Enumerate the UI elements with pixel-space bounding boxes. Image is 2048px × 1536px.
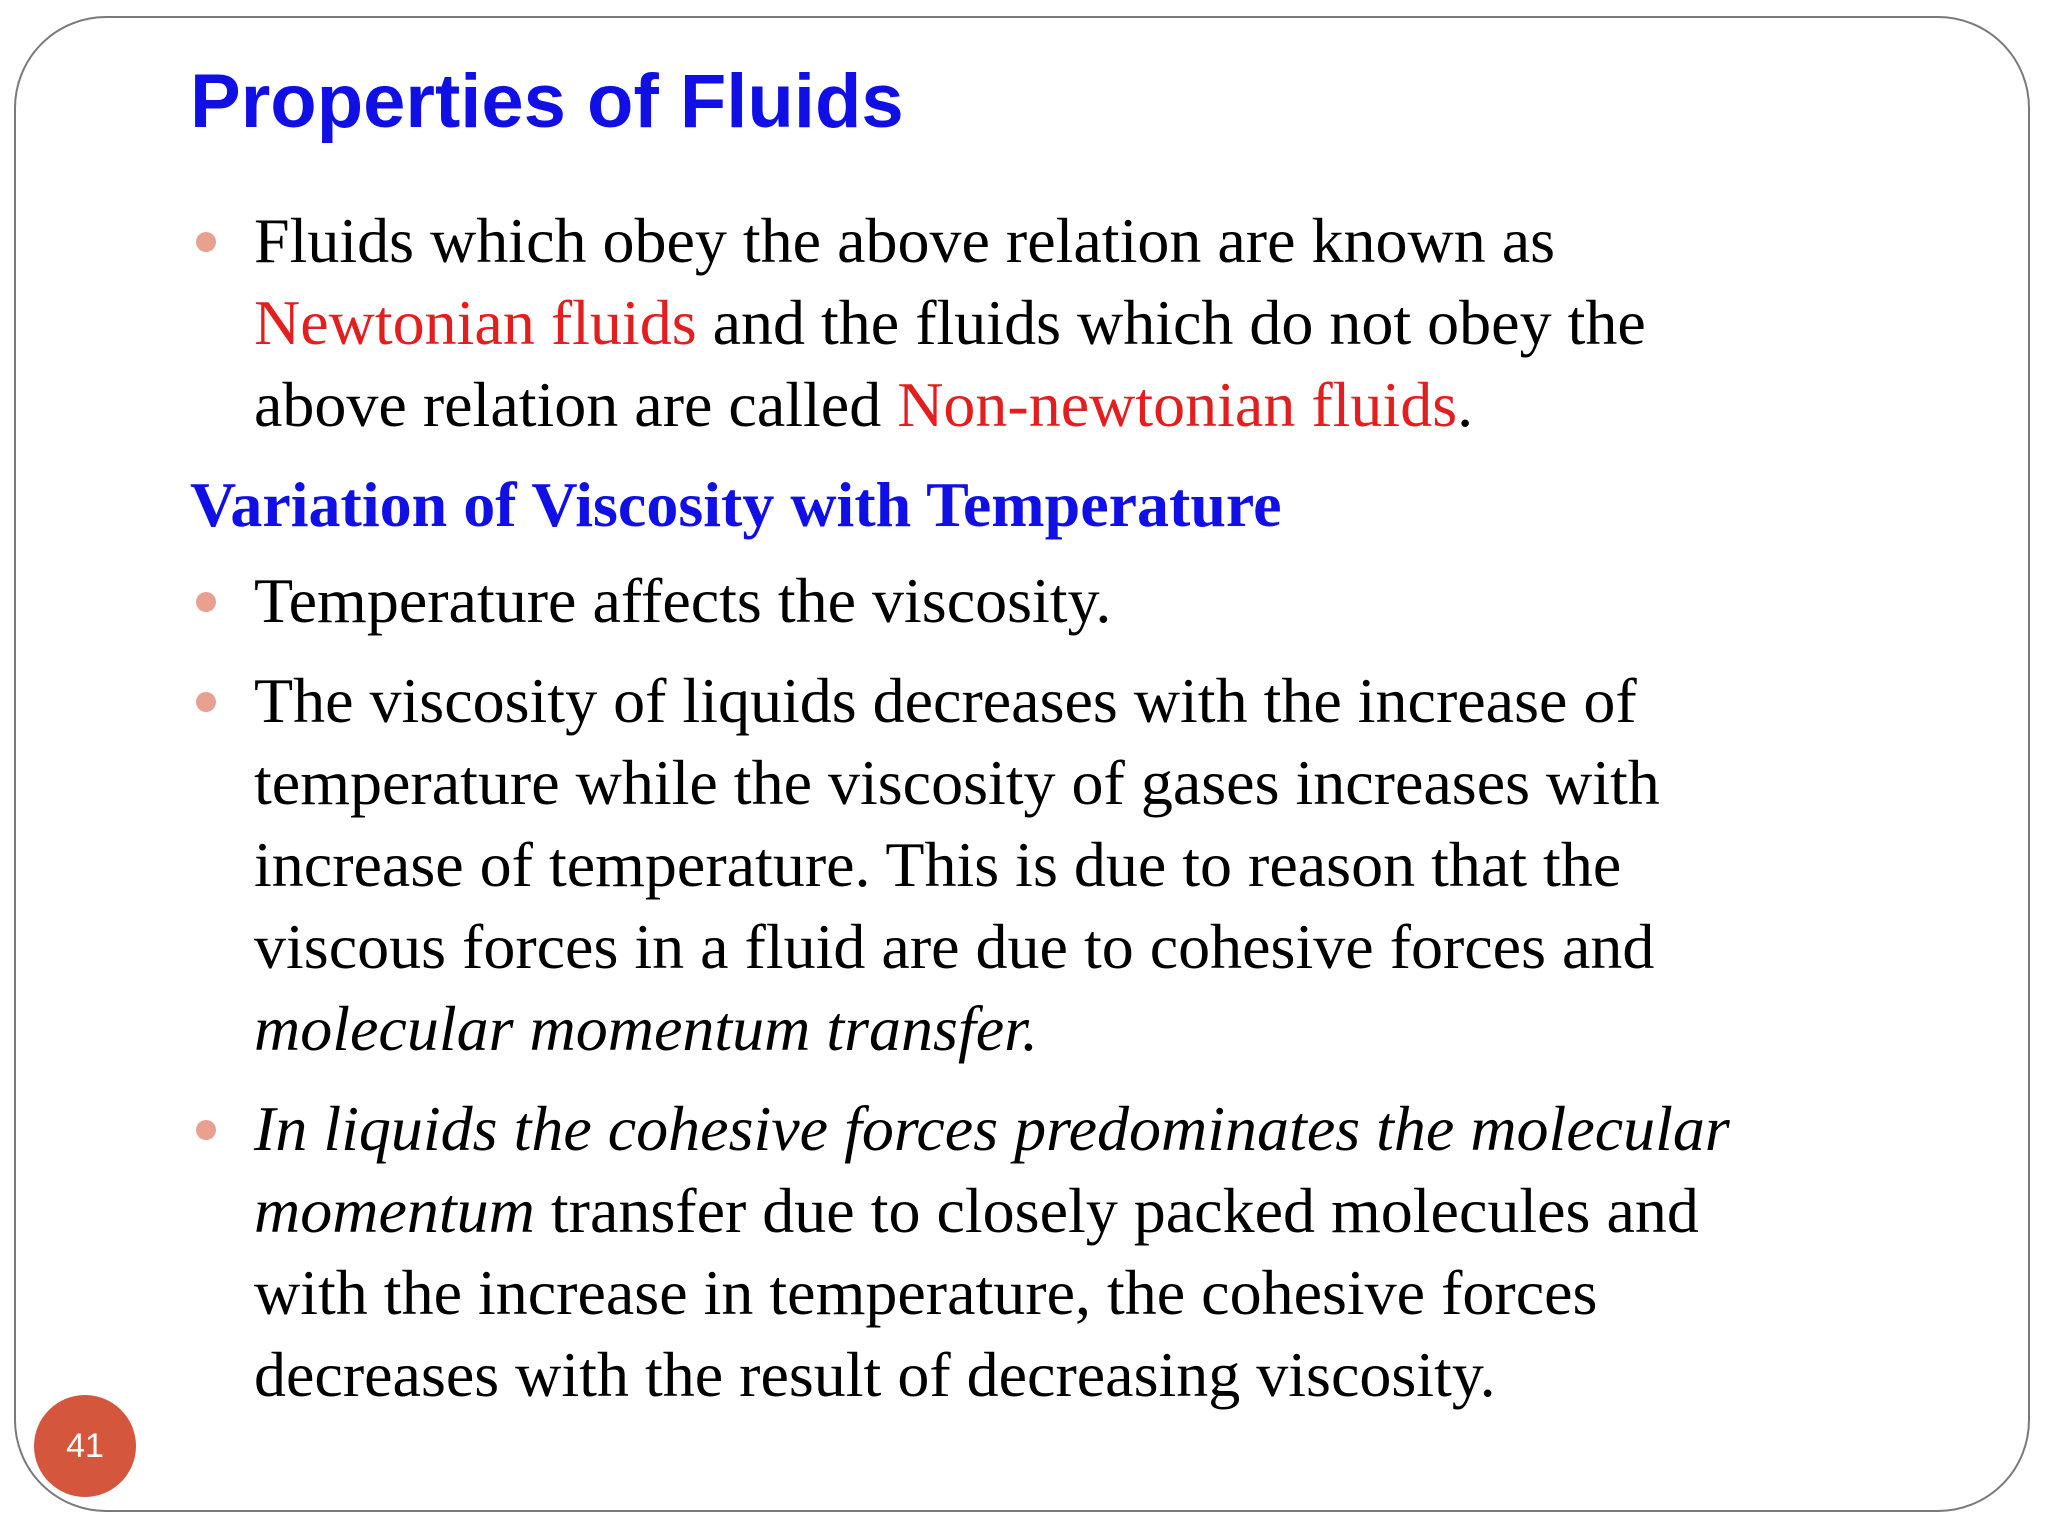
italic-text: In liquids the cohesive forces predominates the molecular (254, 1093, 1730, 1164)
italic-text: momentum (254, 1175, 535, 1246)
section-subheading: Variation of Viscosity with Temperature (190, 469, 1282, 540)
bullet-dot-icon (196, 592, 216, 612)
bullet-text: temperature while the viscosity of gases increases with (254, 747, 1660, 818)
bullet-text: Temperature affects the viscosity. (254, 565, 1112, 636)
bullet-line (254, 282, 1890, 364)
bullet-item (190, 200, 1890, 446)
bullet-text: with the increase in temperature, the cohesive forces (254, 1257, 1598, 1328)
bullet-text: The viscosity of liquids decreases with the increase of (254, 665, 1637, 736)
bullet-text: and the fluids which do not obey the (696, 287, 1646, 358)
bullet-item (190, 1088, 1890, 1416)
bullet-text: decreases with the result of decreasing viscosity. (254, 1339, 1496, 1410)
bullet-item (190, 560, 1890, 642)
bullet-dot-icon (196, 1120, 216, 1140)
bullet-line (254, 1252, 1890, 1334)
bullet-line (254, 1088, 1890, 1170)
bullet-dot-icon (196, 232, 216, 252)
bullet-item (190, 660, 1890, 1070)
bullet-line (254, 200, 1890, 282)
bullet-line (254, 824, 1890, 906)
bullet-text: . (1457, 369, 1474, 440)
slide-content (190, 200, 1890, 1434)
bullet-line (254, 660, 1890, 742)
bullet-line (254, 560, 1890, 642)
bullet-line (254, 906, 1890, 988)
italic-text: molecular momentum transfer. (254, 993, 1038, 1064)
bullet-line (254, 1334, 1890, 1416)
highlight-term: Newtonian fluids (254, 287, 697, 358)
bullet-text: Fluids which obey the above relation are known as (254, 205, 1555, 276)
page-number-badge: 41 (34, 1395, 136, 1497)
bullet-text: increase of temperature. This is due to reason that the (254, 829, 1622, 900)
bullet-line (254, 988, 1890, 1070)
bullet-dot-icon (196, 692, 216, 712)
bullet-text: transfer due to closely packed molecules and (534, 1175, 1699, 1246)
bullet-line (254, 364, 1890, 446)
highlight-term: Non-newtonian fluids (897, 369, 1458, 440)
slide-title: Properties of Fluids (190, 59, 904, 144)
bullet-line (254, 1170, 1890, 1252)
bullet-text: above relation are called (254, 369, 898, 440)
bullet-line (254, 742, 1890, 824)
bullet-text: viscous forces in a fluid are due to cohesive forces and (254, 911, 1655, 982)
